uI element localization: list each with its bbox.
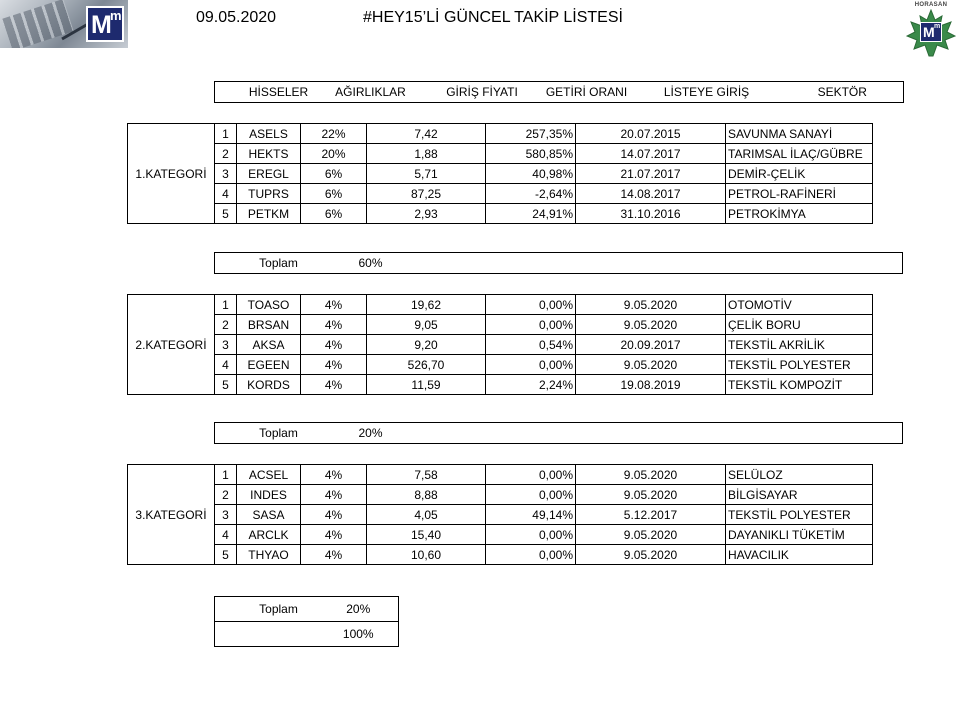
category-2-total — [214, 422, 903, 444]
total-value: 60% — [358, 256, 383, 270]
category-label: 2.KATEGORİ — [128, 295, 215, 395]
mm-logo-badge-small: M m — [920, 22, 942, 42]
total-label: Toplam — [259, 602, 298, 616]
col-hisseler: HİSSELER — [248, 85, 309, 99]
total-row — [215, 423, 903, 444]
table-row: 2 HEKTS 20% 1,88 580,85% 14.07.2017 TARIMSAL İLAÇ/GÜBRE — [128, 144, 873, 164]
category-1-total — [214, 252, 903, 274]
table-row: 4 TUPRS 6% 87,25 -2,64% 14.08.2017 PETROL-RAFİNERİ — [128, 184, 873, 204]
table-row: 3 SASA 4% 4,05 49,14% 5.12.2017 TEKSTİL POLYESTER — [128, 505, 873, 525]
col-sektor: SEKTÖR — [817, 85, 867, 99]
category-label: 1.KATEGORİ — [128, 124, 215, 224]
logo-left — [0, 0, 128, 48]
col-giris-fiyati: GİRİŞ FİYATI — [446, 85, 518, 99]
table-row: 2.KATEGORİ 1 TOASO 4% 19,62 0,00% 9.05.2020 OTOMOTİV — [128, 295, 873, 315]
table-row: 5 PETKM 6% 2,93 24,91% 31.10.2016 PETROKİMYA — [128, 204, 873, 224]
table-row: 2 INDES 4% 8,88 0,00% 9.05.2020 BİLGİSAYAR — [128, 485, 873, 505]
category-3-total — [214, 596, 399, 647]
total-row — [215, 597, 399, 622]
total-row — [215, 253, 903, 274]
column-header-row — [215, 82, 904, 103]
report-title: #HEY15’Lİ GÜNCEL TAKİP LİSTESİ — [363, 9, 623, 26]
report-date: 09.05.2020 — [196, 9, 277, 26]
column-header-table — [214, 81, 904, 103]
table-row: 2 BRSAN 4% 9,05 0,00% 9.05.2020 ÇELİK BORU — [128, 315, 873, 335]
calculator-keys-graphic — [2, 0, 73, 48]
col-listeye-giris: LİSTEYE GİRİŞ — [663, 85, 750, 99]
category-label: 3.KATEGORİ — [128, 465, 215, 565]
table-row: 5 KORDS 4% 11,59 2,24% 19.08.2019 TEKSTİL KOMPOZİT — [128, 375, 873, 395]
col-getiri-orani: GETİRİ ORANI — [545, 85, 628, 99]
logo-right-brand: HORASAN — [914, 2, 948, 8]
category-1-table — [127, 123, 873, 224]
table-row: 4 ARCLK 4% 15,40 0,00% 9.05.2020 DAYANIKLI TÜKETİM — [128, 525, 873, 545]
table-row: 3 AKSA 4% 9,20 0,54% 20.09.2017 TEKSTİL AKRİLİK — [128, 335, 873, 355]
total-label: Toplam — [259, 256, 298, 270]
total-label: Toplam — [259, 426, 298, 440]
grand-total-row — [215, 622, 399, 647]
table-row: 5 THYAO 4% 10,60 0,00% 9.05.2020 HAVACILIK — [128, 545, 873, 565]
col-agirliklar: AĞIRLIKLAR — [335, 85, 406, 99]
total-value: 20% — [358, 426, 383, 440]
table-row: 1.KATEGORİ 1 ASELS 22% 7,42 257,35% 20.07.2015 SAVUNMA SANAYİ — [128, 124, 873, 144]
mm-logo-badge: M m — [86, 6, 124, 42]
logo-right — [904, 2, 958, 58]
grand-total-value: 100% — [319, 622, 399, 647]
category-2-table — [127, 294, 873, 395]
category-3-table — [127, 464, 873, 565]
table-row: 3.KATEGORİ 1 ACSEL 4% 7,58 0,00% 9.05.2020 SELÜLOZ — [128, 465, 873, 485]
total-value: 20% — [346, 602, 371, 616]
table-row: 3 EREGL 6% 5,71 40,98% 21.07.2017 DEMİR-ÇELİK — [128, 164, 873, 184]
table-row: 4 EGEEN 4% 526,70 0,00% 9.05.2020 TEKSTİL POLYESTER — [128, 355, 873, 375]
